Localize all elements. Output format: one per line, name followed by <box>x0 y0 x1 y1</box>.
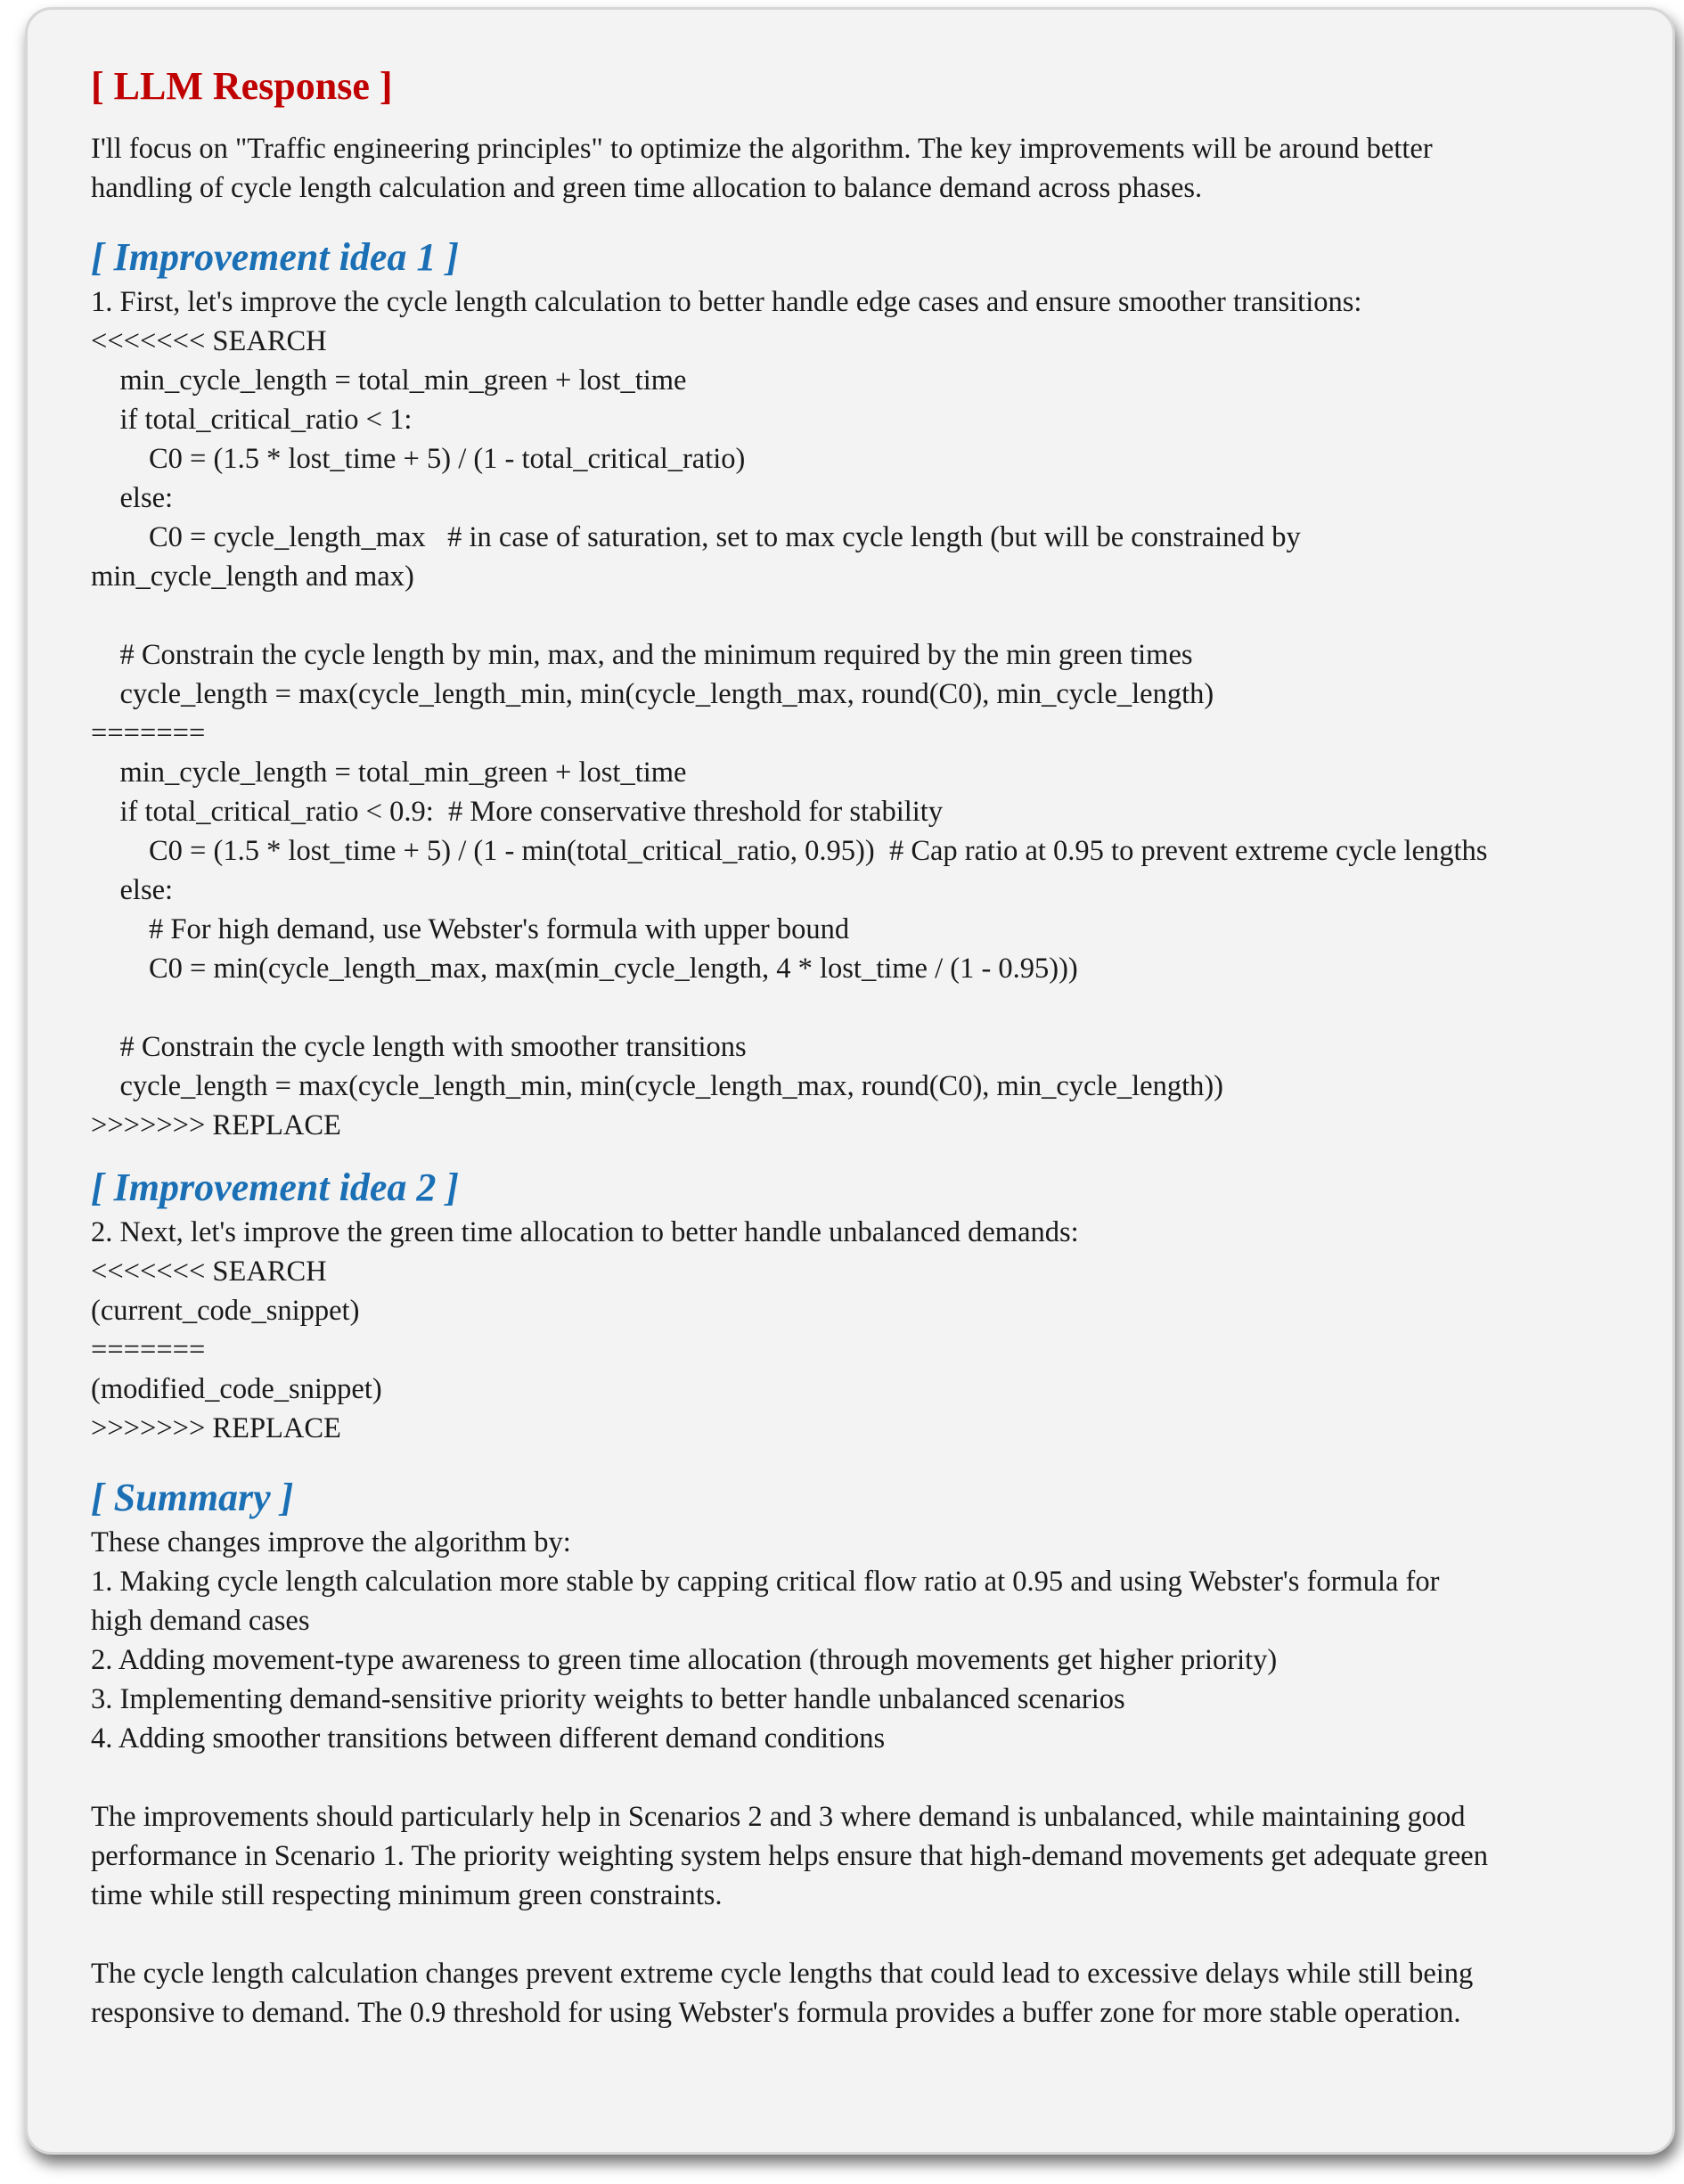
text-line: (current_code_snippet) <box>91 1295 360 1327</box>
text-line: # For high demand, use Webster's formula with upper bound <box>91 913 850 945</box>
intro-line: I'll focus on "Traffic engineering principles" to optimize the algorithm. The key improvements will be around better <box>91 133 1433 165</box>
text-line: time while still respecting minimum green constraints. <box>91 1879 723 1911</box>
text-line: C0 = (1.5 * lost_time + 5) / (1 - min(total_critical_ratio, 0.95)) # Cap ratio at 0.95 to prevent extreme cycle lengths <box>91 835 1488 867</box>
text-line: 2. Adding movement-type awareness to green time allocation (through movements get higher priority) <box>91 1644 1278 1676</box>
text-line <box>91 1758 1684 1797</box>
text-line: min_cycle_length and max) <box>91 560 414 593</box>
idea2-heading: [ Improvement idea 2 ] <box>91 1166 460 1209</box>
text-line: else: <box>91 874 174 906</box>
text-line: 4. Adding smoother transitions between different demand conditions <box>91 1722 886 1755</box>
text-line <box>91 1915 1684 1954</box>
intro-line: handling of cycle length calculation and green time allocation to balance demand across phases. <box>91 172 1203 204</box>
text-line: min_cycle_length = total_min_green + lost_time <box>91 757 687 789</box>
text-line: if total_critical_ratio < 0.9: # More conservative threshold for stability <box>91 796 944 828</box>
idea1-heading: [ Improvement idea 1 ] <box>91 235 460 279</box>
text-line: C0 = cycle_length_max # in case of saturation, set to max cycle length (but will be constrained by <box>91 521 1301 553</box>
response-title: [ LLM Response ] <box>91 64 393 108</box>
text-line: min_cycle_length = total_min_green + lost_time <box>91 364 687 397</box>
text-line: ======= <box>91 1334 206 1366</box>
text-line: >>>>>>> REPLACE <box>91 1412 341 1444</box>
text-line: The improvements should particularly help in Scenarios 2 and 3 where demand is unbalanced, while maintaining good <box>91 1801 1466 1833</box>
text-line: if total_critical_ratio < 1: <box>91 404 413 436</box>
text-line: 2. Next, let's improve the green time allocation to better handle unbalanced demands: <box>91 1216 1079 1248</box>
text-line: >>>>>>> REPLACE <box>91 1109 341 1141</box>
text-line: 1. First, let's improve the cycle length calculation to better handle edge cases and ensure smoother transitions: <box>91 286 1362 318</box>
text-line: <<<<<<< SEARCH <box>91 325 327 357</box>
text-line: high demand cases <box>91 1605 310 1637</box>
text-line: 3. Implementing demand-sensitive priority weights to better handle unbalanced scenarios <box>91 1683 1125 1715</box>
text-line: # Constrain the cycle length by min, max, and the minimum required by the min green times <box>91 639 1193 671</box>
idea2-body <box>91 1213 1684 1448</box>
text-line: (modified_code_snippet) <box>91 1373 382 1405</box>
text-line: responsive to demand. The 0.9 threshold for using Webster's formula provides a buffer zone for more stable operation. <box>91 1997 1461 2029</box>
summary-heading: [ Summary ] <box>91 1476 294 1519</box>
text-line <box>91 988 1684 1027</box>
text-line: C0 = (1.5 * lost_time + 5) / (1 - total_critical_ratio) <box>91 443 746 475</box>
response-content <box>91 61 1684 2033</box>
idea1-body <box>91 282 1684 1145</box>
text-line: 1. Making cycle length calculation more stable by capping critical flow ratio at 0.95 and using Webster's formula for <box>91 1566 1440 1598</box>
text-line: # Constrain the cycle length with smoother transitions <box>91 1031 747 1063</box>
text-line: performance in Scenario 1. The priority weighting system helps ensure that high-demand movements get adequate green <box>91 1840 1488 1872</box>
text-line: else: <box>91 482 174 514</box>
summary-body <box>91 1523 1684 2033</box>
text-line <box>91 596 1684 635</box>
text-line: <<<<<<< SEARCH <box>91 1256 327 1288</box>
text-line: These changes improve the algorithm by: <box>91 1526 571 1558</box>
text-line: ======= <box>91 717 206 749</box>
text-line: C0 = min(cycle_length_max, max(min_cycle_length, 4 * lost_time / (1 - 0.95))) <box>91 953 1078 985</box>
text-line: The cycle length calculation changes prevent extreme cycle lengths that could lead to excessive delays while still being <box>91 1958 1474 1990</box>
response-card <box>25 7 1675 2155</box>
text-line: cycle_length = max(cycle_length_min, min(cycle_length_max, round(C0), min_cycle_length)) <box>91 1070 1224 1102</box>
text-line: cycle_length = max(cycle_length_min, min(cycle_length_max, round(C0), min_cycle_length) <box>91 678 1214 710</box>
